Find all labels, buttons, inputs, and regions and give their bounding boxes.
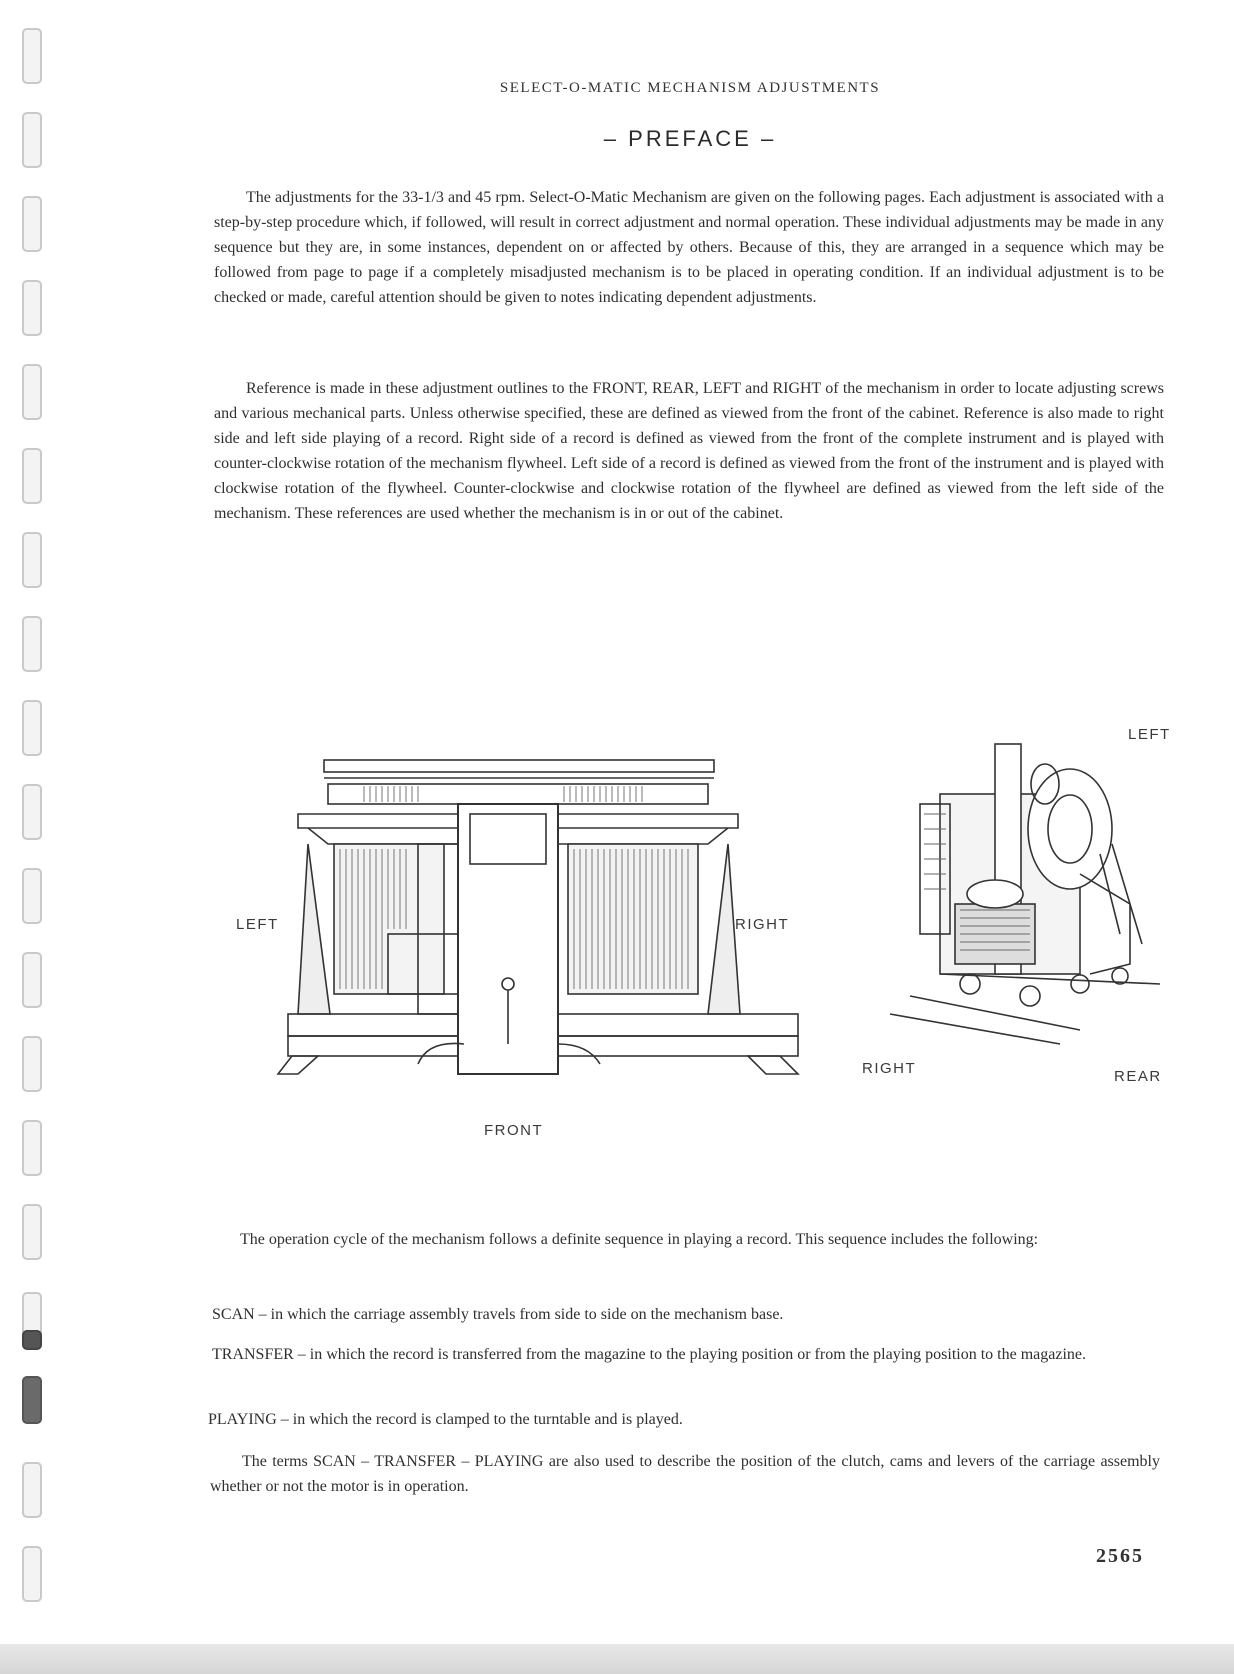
- binder-hole: [22, 1120, 42, 1176]
- page-title: – PREFACE –: [603, 126, 777, 151]
- binder-hole: [22, 1462, 42, 1518]
- binder-hole: [22, 1546, 42, 1602]
- binder-hole: [22, 700, 42, 756]
- front-figure-front-label: FRONT: [484, 1122, 544, 1139]
- terms-paragraph: The terms SCAN – TRANSFER – PLAYING are also used to describe the position of the clutch, cams and levers of the carriage assembly whether or not the motor is in operation.: [210, 1453, 1160, 1495]
- binder-hole: [22, 1204, 42, 1260]
- transfer-definition: TRANSFER – in which the record is transferred from the magazine to the playing position or from the playing position to the magazine.: [212, 1346, 1087, 1363]
- front-figure-right-label: RIGHT: [735, 916, 790, 933]
- binder-hole-dark: [22, 1330, 42, 1350]
- binder-hole: [22, 28, 42, 84]
- scan-edge-band: [0, 1644, 1234, 1674]
- binder-hole: [22, 280, 42, 336]
- binder-hole: [22, 784, 42, 840]
- playing-definition: PLAYING – in which the record is clamped to the turntable and is played.: [208, 1411, 683, 1428]
- operation-cycle-paragraph: The operation cycle of the mechanism follows a definite sequence in playing a record. This sequence includes the following:: [240, 1231, 1039, 1248]
- side-figure-left-label: LEFT: [1128, 726, 1171, 743]
- side-figure-rear-label: REAR: [1114, 1068, 1162, 1085]
- binder-hole: [22, 952, 42, 1008]
- preface-paragraph-2: Reference is made in these adjustment outlines to the FRONT, REAR, LEFT and RIGHT of the mechanism in order to locate adjusting screws and various mechanical parts. Unless otherwise specified, these are defined as viewed from the front of the cabinet. Reference is also made to right side and left side playing of a record. Right side of a record is defined as viewed from the front of the complete instrument and is played with counter-clockwise rotation of the mechanism flywheel. Left side of a record is defined as viewed from the front of the instrument and is played with clockwise rotation of the flywheel. Counter-clockwise and clockwise rotation of the flywheel are defined as viewed from the left side of the mechanism. These references are used whether the mechanism is in or out of the cabinet.: [214, 380, 1164, 522]
- binder-hole: [22, 868, 42, 924]
- page-number: 2565: [1096, 1545, 1144, 1567]
- binder-hole: [22, 112, 42, 168]
- binder-hole: [22, 1036, 42, 1092]
- front-figure-left-label: LEFT: [236, 916, 279, 933]
- side-view-illustration: [880, 734, 1170, 1054]
- binder-holes: [18, 0, 48, 1674]
- binder-hole: [22, 448, 42, 504]
- binder-hole: [22, 364, 42, 420]
- front-view-illustration: [268, 744, 828, 1084]
- binder-hole: [22, 616, 42, 672]
- binder-hole: [22, 196, 42, 252]
- binder-hole-dark: [22, 1376, 42, 1424]
- side-figure-right-label: RIGHT: [862, 1060, 917, 1077]
- binder-hole: [22, 532, 42, 588]
- preface-paragraph-1: The adjustments for the 33-1/3 and 45 rpm. Select-O-Matic Mechanism are given on the following pages. Each adjustment is associated with a step-by-step procedure which, if followed, will result in correct adjustment and normal operation. These individual adjustments may be made in any sequence but they are, in some instances, dependent on or affected by others. Because of this, they are arranged in a sequence which may be followed from page to page if a completely misadjusted mechanism is to be placed in operating condition. If an individual adjustment is to be checked or made, careful attention should be given to notes indicating dependent adjustments.: [214, 189, 1164, 306]
- scan-definition: SCAN – in which the carriage assembly travels from side to side on the mechanism base.: [212, 1306, 784, 1323]
- page-header: SELECT-O-MATIC MECHANISM ADJUSTMENTS: [499, 80, 881, 96]
